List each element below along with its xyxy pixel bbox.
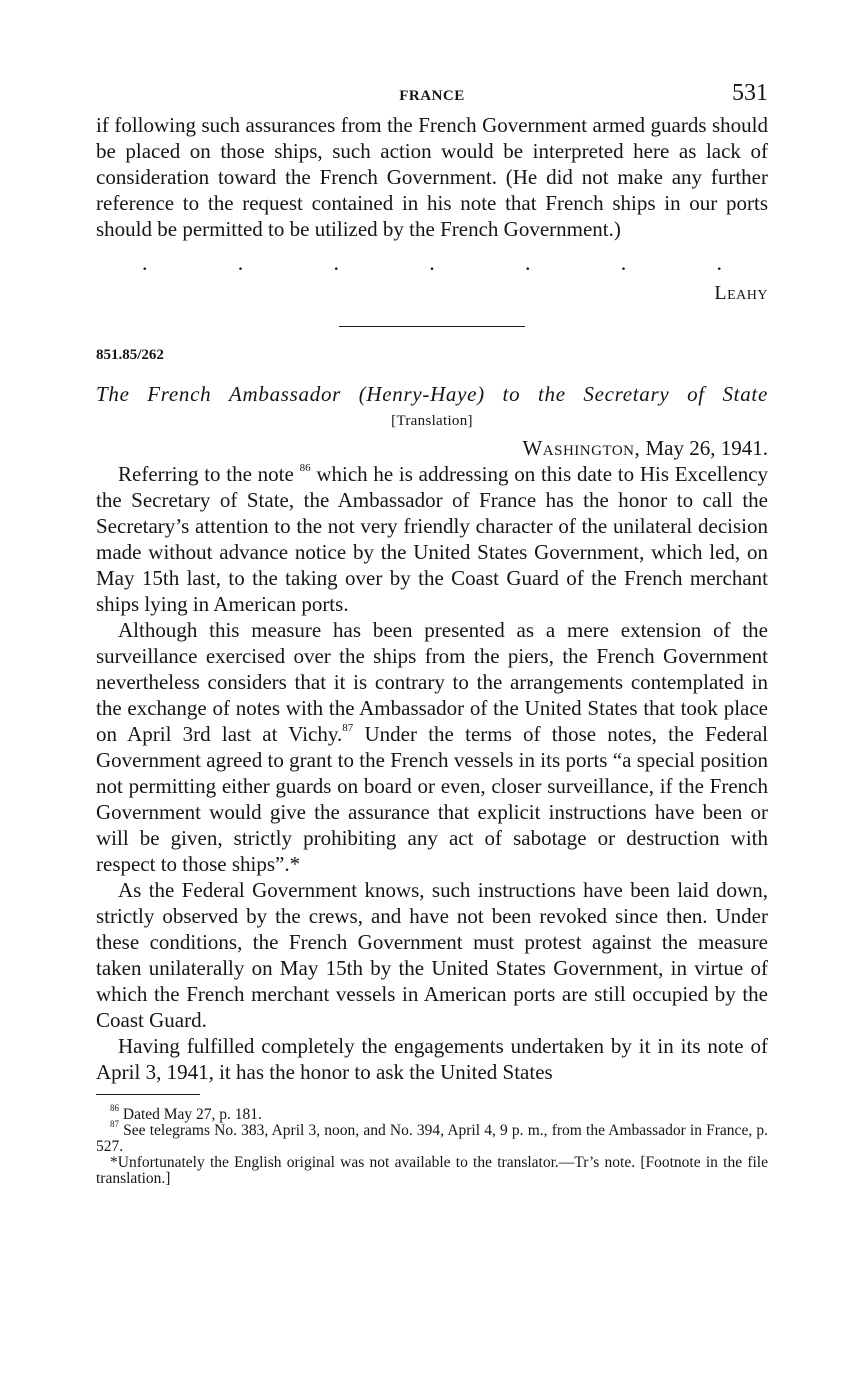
running-title: FRANCE <box>399 88 465 104</box>
paragraph-text: Although this measure has been presented as a mere extension of the surveillance exercised over the ships from the piers, the French Government nevertheless considers that it is contrary to the arrangements contemplated in the exchange of notes with the Ambassador of the United States that took place on April 3rd last at Vichy. <box>96 618 768 746</box>
title-word: the <box>537 382 566 406</box>
document-page <box>96 78 768 1187</box>
footnote-marker: 87 <box>110 1118 119 1129</box>
translation-note: [Translation] <box>391 413 473 429</box>
dateline-place: Washington, <box>522 436 641 460</box>
title-word: Ambassador <box>229 382 342 406</box>
ellipsis-dot: . <box>237 250 244 275</box>
signature: Leahy <box>714 282 768 304</box>
footnote-text: See telegrams No. 383, April 3, noon, and No. 394, April 4, 9 p. m., from the Ambassador in France, p. 527. <box>96 1122 768 1155</box>
page-number: 531 <box>732 80 768 106</box>
body-paragraph-3: As the Federal Government knows, such instructions have been laid down, strictly observed by the crews, and have not been revoked since then. Under these conditions, the French Government must protest against the measure taken unilaterally on May 15th by the United States Government, in virtue of which the French merchant vessels in American ports are still occupied by the Coast Guard. <box>96 878 768 1032</box>
title-word: French <box>147 382 212 406</box>
body-paragraph-2 <box>96 617 768 877</box>
title-word: to <box>502 382 521 406</box>
ellipsis-dot: . <box>716 250 722 275</box>
footnote-divider <box>96 1094 200 1095</box>
continued-paragraph: if following such assurances from the French Government armed guards should be placed on those ships, such action would be interpreted here as lack of consideration toward the French Government. (He did not make any further reference to the request contained in his note that French ships in our ports should be permitted to be utilized by the French Government.) <box>96 113 768 241</box>
footnote-reference: 86 <box>299 462 311 474</box>
title-word: The <box>96 382 130 406</box>
ellipsis-dot: . <box>525 250 531 275</box>
footnote-text: Dated May 27, p. 181. <box>119 1106 262 1123</box>
ellipsis-dot: . <box>142 250 148 275</box>
footnote-text: *Unfortunately the English original was not available to the translator.—Tr’s note. [Footnote in the file translation.] <box>96 1154 768 1187</box>
title-word: (Henry-Haye) <box>358 382 485 406</box>
body-paragraph-1 <box>96 461 768 617</box>
footnotes <box>96 1102 768 1187</box>
title-word: Secretary <box>583 382 670 406</box>
file-number: 851.85/262 <box>96 347 164 363</box>
footnote-marker: 86 <box>110 1102 119 1113</box>
footnote-86 <box>96 1102 768 1123</box>
ellipsis-dot: . <box>620 250 627 275</box>
paragraph-text: Under the terms of those notes, the Federal Government agreed to grant to the French vessels in its ports “a special position not permitting either guards on board or even, closer surveillance, if the French Government would give the assurance that explicit instructions have been or will be given, strictly prohibiting any act of sabotage or destruction with respect to those ships”.* <box>96 722 768 876</box>
body-paragraph-4: Having fulfilled completely the engagements undertaken by it in its note of April 3, 1941, it has the honor to ask the United States <box>96 1034 768 1084</box>
page-header <box>96 78 768 112</box>
dateline-date: May 26, 1941. <box>640 436 768 460</box>
dateline <box>96 436 768 461</box>
footnote-87 <box>96 1118 768 1155</box>
document-title <box>96 382 768 407</box>
footnote-translator <box>96 1155 768 1187</box>
ellipsis-dot: . <box>333 250 339 275</box>
ellipsis-dot: . <box>429 250 435 275</box>
footnote-reference: 87 <box>342 722 354 734</box>
ellipsis-row <box>96 250 768 275</box>
section-divider <box>339 326 525 327</box>
title-word: of <box>687 382 705 406</box>
title-word: State <box>722 382 768 406</box>
paragraph-text: which he is addressing on this date to His Excellency the Secretary of State, the Ambassador of France has the honor to call the Secretary’s attention to the not very friendly character of the unilateral decision made without advance notice by the United States Government, which led, on May 15th last, to the taking over by the Coast Guard of the French merchant ships lying in American ports. <box>96 462 769 616</box>
paragraph-text: Referring to the note <box>118 462 294 486</box>
